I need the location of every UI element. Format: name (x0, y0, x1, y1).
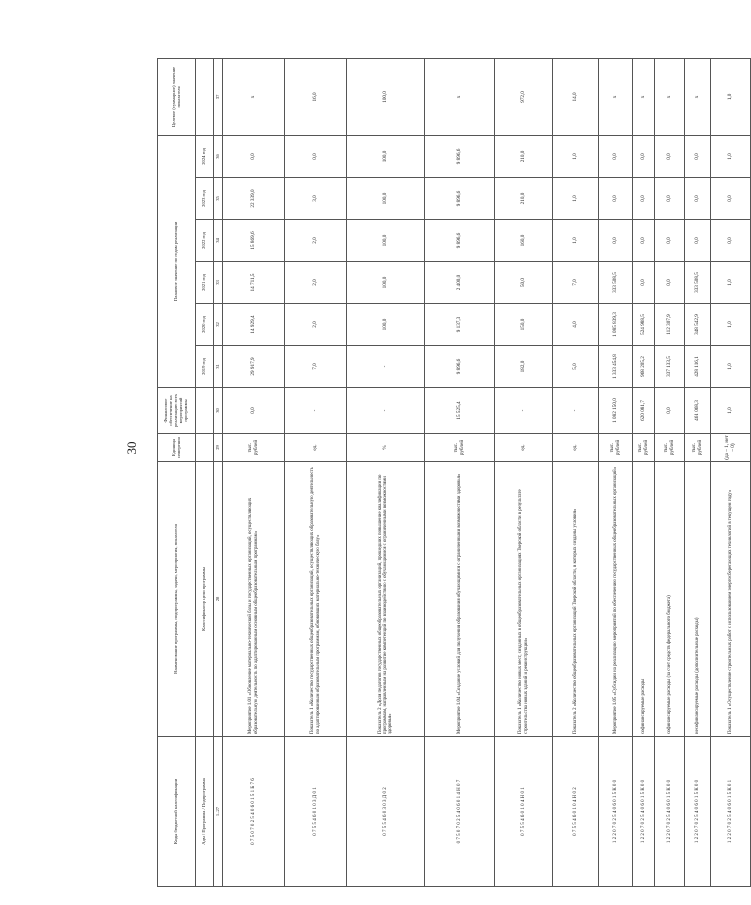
value-cell-2020: 150,0 (495, 304, 553, 346)
value-cell-2020: 1,0 (711, 304, 751, 346)
indicator-name-cell: Показатель 2 «Количество общеобразовательных организаций Тверской области, в которых созданы условия» (553, 462, 599, 737)
funding-cell: - (347, 388, 425, 434)
funding-cell: 620 081,7 (633, 388, 655, 434)
header-y2023: 2023 год (196, 178, 214, 220)
value-cell-2023: 0,0 (711, 178, 751, 220)
value-cell-2023: 1,0 (553, 178, 599, 220)
value-cell-2024: 0,0 (633, 135, 655, 177)
value-cell-2023: 3,0 (285, 178, 347, 220)
indicator-name-cell: Показатель 1 «Осуществление строительных работ с использованием энергосберегающих технологий в текущем году» (711, 462, 751, 737)
code-cell: 1 2 2 0 7 0 2 5 4 0 6 0 1 5 К 0 1 (711, 737, 751, 887)
funding-cell: - (495, 388, 553, 434)
code-cell: 1 2 2 0 7 0 2 5 4 0 6 0 1 5 К 0 0 (633, 737, 655, 887)
header-classifier: Классификатор цели программы (196, 462, 214, 737)
table-row (495, 58, 553, 886)
code-cell: 0 7 5 5 4 6 0 1 0 4 Н 0 1 (495, 737, 553, 887)
table-row (223, 58, 285, 886)
value-cell-2020: 2,0 (285, 304, 347, 346)
value-cell-2021: 333 508,5 (599, 262, 633, 304)
header-code-groups: Адм / Программа / Подпрограмма (196, 737, 214, 887)
value-cell-2019: 1,0 (711, 346, 751, 388)
value-cell-2022: 0,0 (633, 220, 655, 262)
value-cell-2021: 14 711,5 (223, 262, 285, 304)
value-cell-2023: 22 339,0 (223, 178, 285, 220)
header-y2020: 2020 год (196, 304, 214, 346)
indicator-name-cell: несофинансируемые расходы (дополнительные расходы) (685, 462, 711, 737)
header-unit: Единица измерения (158, 434, 196, 462)
funding-cell: - (285, 388, 347, 434)
col-number-codes: 1–27 (214, 737, 223, 887)
value-cell-2019: 29 917,9 (223, 346, 285, 388)
table-row (655, 58, 685, 886)
value-cell-2019: 968 205,2 (633, 346, 655, 388)
final-value-cell: 14,0 (553, 58, 599, 135)
code-cell: 0 7 5 5 4 6 0 1 0 3 Д 0 1 (285, 737, 347, 887)
code-cell: 0 7 5 0 7 0 2 5 4 0 6 0 1 5 1 Б 7 6 (223, 737, 285, 887)
col-number-36: 36 (214, 135, 223, 177)
unit-cell: тыс. рублей (633, 434, 655, 462)
unit-cell: тыс. рублей (425, 434, 495, 462)
value-cell-2021: 2 400,0 (425, 262, 495, 304)
col-number-29: 29 (214, 434, 223, 462)
value-cell-2021: 100,0 (347, 262, 425, 304)
value-cell-2022: 1,0 (553, 220, 599, 262)
unit-cell: ед. (495, 434, 553, 462)
col-number-34: 34 (214, 220, 223, 262)
funding-cell: 15 525,4 (425, 388, 495, 434)
final-value-cell: х (633, 58, 655, 135)
indicator-name-cell: Показатель 1 «Количество новых мест, созданных в общеобразовательных организациях Тверской области в результате строительства новых зданий и реконструкции» (495, 462, 553, 737)
table-row (425, 58, 495, 886)
header-funding: Финансовое обеспечение на реализацию всех мероприятий программы (158, 388, 196, 434)
value-cell-2020: 524 988,5 (633, 304, 655, 346)
value-cell-2022: 100,0 (347, 220, 425, 262)
page-number: 30 (124, 441, 139, 455)
value-cell-2022: 2,0 (285, 220, 347, 262)
value-cell-2024: 100,0 (347, 135, 425, 177)
indicator-name-cell: софинансируемые расходы (за счет средств федерального бюджета) (655, 462, 685, 737)
table-row (599, 58, 633, 886)
value-cell-2023: 100,0 (347, 178, 425, 220)
unit-cell: % (347, 434, 425, 462)
code-cell: 0 7 5 5 4 6 0 3 0 3 Д 0 2 (347, 737, 425, 887)
code-cell: 1 2 2 0 7 0 2 5 4 0 6 0 1 5 К 0 0 (685, 737, 711, 887)
indicator-name-cell: Показатель 2 «Доля педагогов государственных общеобразовательных организаций, прошедших повышение квалификации по программам, направленным на развитие компетенций по взаимодействию с обучающимися с ограниченными возможностями здоровья» (347, 462, 425, 737)
value-cell-2019: 182,0 (495, 346, 553, 388)
value-cell-2022: 0,0 (655, 220, 685, 262)
final-value-cell: 972,0 (495, 58, 553, 135)
value-cell-2019: 428 116,1 (685, 346, 711, 388)
funding-cell: 0,0 (655, 388, 685, 434)
value-cell-2023: 0,0 (633, 178, 655, 220)
indicator-name-cell: Мероприятие 1.01 «Обновление материально-технической базы и государственных организаций, осуществляющих образовательную деятельность по адаптированным основным общеобразовательным программам» (223, 462, 285, 737)
final-value-cell: х (425, 58, 495, 135)
code-cell: 0 7 5 0 7 0 2 5 4 0 6 0 1 4 Н 0 7 (425, 737, 495, 887)
code-cell: 0 7 5 5 4 6 0 1 0 4 Н 0 2 (553, 737, 599, 887)
document-table-sheet (157, 59, 736, 887)
value-cell-2024: 1,0 (553, 135, 599, 177)
value-cell-2021: 333 508,5 (685, 262, 711, 304)
value-cell-2019: 7,0 (285, 346, 347, 388)
final-value-cell: 100,0 (347, 58, 425, 135)
final-value-cell: 1,0 (711, 58, 751, 135)
value-cell-2019: 5,0 (553, 346, 599, 388)
header-y2019: 2019 год (196, 346, 214, 388)
table-row (685, 58, 711, 886)
value-cell-2021: 0,0 (633, 262, 655, 304)
value-cell-2023: 0,0 (655, 178, 685, 220)
value-cell-2020: 9 137,3 (425, 304, 495, 346)
table-row (633, 58, 655, 886)
value-cell-2024: 210,0 (495, 135, 553, 177)
header-y2021: 2021 год (196, 262, 214, 304)
value-cell-2024: 0,0 (685, 135, 711, 177)
value-cell-2022: 15 869,6 (223, 220, 285, 262)
value-cell-2024: 0,0 (599, 135, 633, 177)
value-cell-2022: 0,0 (599, 220, 633, 262)
unit-cell: тыс. рублей (685, 434, 711, 462)
col-number-30: 30 (214, 388, 223, 434)
col-number-32: 32 (214, 304, 223, 346)
final-value-cell: х (223, 58, 285, 135)
header-y2022: 2022 год (196, 220, 214, 262)
final-value-cell: х (685, 58, 711, 135)
header-y2024: 2024 год (196, 135, 214, 177)
col-number-28: 28 (214, 462, 223, 737)
table-row (285, 58, 347, 886)
value-cell-2023: 210,0 (495, 178, 553, 220)
value-cell-2023: 9 896,6 (425, 178, 495, 220)
table-row (553, 58, 599, 886)
header-final: Целевое (суммарное) значение показателя (158, 58, 196, 135)
table-row (347, 58, 425, 886)
table-row (711, 58, 751, 886)
code-cell: 1 2 2 0 7 0 2 5 4 0 6 0 1 5 К 0 0 (599, 737, 633, 887)
header-planned: Плановое значение по годам реализации (158, 135, 196, 387)
funding-cell: 0,0 (223, 388, 285, 434)
col-number-35: 35 (214, 178, 223, 220)
code-cell: 1 2 2 0 7 0 2 5 4 0 6 0 1 5 К 0 0 (655, 737, 685, 887)
value-cell-2020: 100,0 (347, 304, 425, 346)
unit-cell: тыс. рублей (223, 434, 285, 462)
value-cell-2020: 112 307,9 (655, 304, 685, 346)
column-number-row (214, 58, 223, 886)
value-cell-2021: 1,0 (711, 262, 751, 304)
value-cell-2024: 0,0 (223, 135, 285, 177)
table-body (223, 58, 751, 886)
value-cell-2020: 348 542,9 (685, 304, 711, 346)
indicator-name-cell: софинансируемые расходы (633, 462, 655, 737)
value-cell-2019: - (347, 346, 425, 388)
value-cell-2020: 1 085 839,3 (599, 304, 633, 346)
value-cell-2021: 2,0 (285, 262, 347, 304)
unit-cell: (да – 1, нет – 0) (711, 434, 751, 462)
col-number-37: 37 (214, 58, 223, 135)
value-cell-2022: 0,0 (711, 220, 751, 262)
col-number-31: 31 (214, 346, 223, 388)
value-cell-2020: 14 929,4 (223, 304, 285, 346)
header-codes: Коды бюджетной классификации (158, 737, 196, 887)
value-cell-2021: 50,0 (495, 262, 553, 304)
unit-cell: тыс. рублей (599, 434, 633, 462)
final-value-cell: х (655, 58, 685, 135)
indicator-name-cell: Показатель 1 «Количество государственных общеобразовательных организаций, осуществляющих образовательную деятельность по адаптированным образовательным программам, обновивших материально-техническую базу» (285, 462, 347, 737)
value-cell-2021: 0,0 (655, 262, 685, 304)
unit-cell: тыс. рублей (655, 434, 685, 462)
value-cell-2022: 9 896,6 (425, 220, 495, 262)
funding-cell: 461 068,3 (685, 388, 711, 434)
value-cell-2019: 1 333 454,8 (599, 346, 633, 388)
final-value-cell: х (599, 58, 633, 135)
value-cell-2021: 7,0 (553, 262, 599, 304)
value-cell-2023: 0,0 (599, 178, 633, 220)
value-cell-2024: 0,0 (655, 135, 685, 177)
value-cell-2024: 9 896,6 (425, 135, 495, 177)
value-cell-2019: 337 133,5 (655, 346, 685, 388)
indicator-name-cell: Мероприятие 1.04 «Создание условий для получения образования обучающимися с ограниченными возможностями здоровья» (425, 462, 495, 737)
funding-cell: 1,0 (711, 388, 751, 434)
funding-cell: 1 082 150,0 (599, 388, 633, 434)
header-indicator: Наименование программы, подпрограммы, задачи, мероприятия, показателя (158, 462, 196, 737)
unit-cell: ед. (553, 434, 599, 462)
funding-cell: - (553, 388, 599, 434)
col-number-33: 33 (214, 262, 223, 304)
value-cell-2022: 0,0 (685, 220, 711, 262)
value-cell-2024: 1,0 (711, 135, 751, 177)
value-cell-2020: 4,0 (553, 304, 599, 346)
indicator-name-cell: Мероприятие 1.05 «Субсидии на реализацию мероприятий по обеспечению государственных общеобразовательных организаций» (599, 462, 633, 737)
value-cell-2023: 0,0 (685, 178, 711, 220)
value-cell-2019: 9 896,6 (425, 346, 495, 388)
unit-cell: ед. (285, 434, 347, 462)
final-value-cell: 16,0 (285, 58, 347, 135)
program-table (157, 58, 751, 887)
value-cell-2022: 160,0 (495, 220, 553, 262)
value-cell-2024: 0,0 (285, 135, 347, 177)
